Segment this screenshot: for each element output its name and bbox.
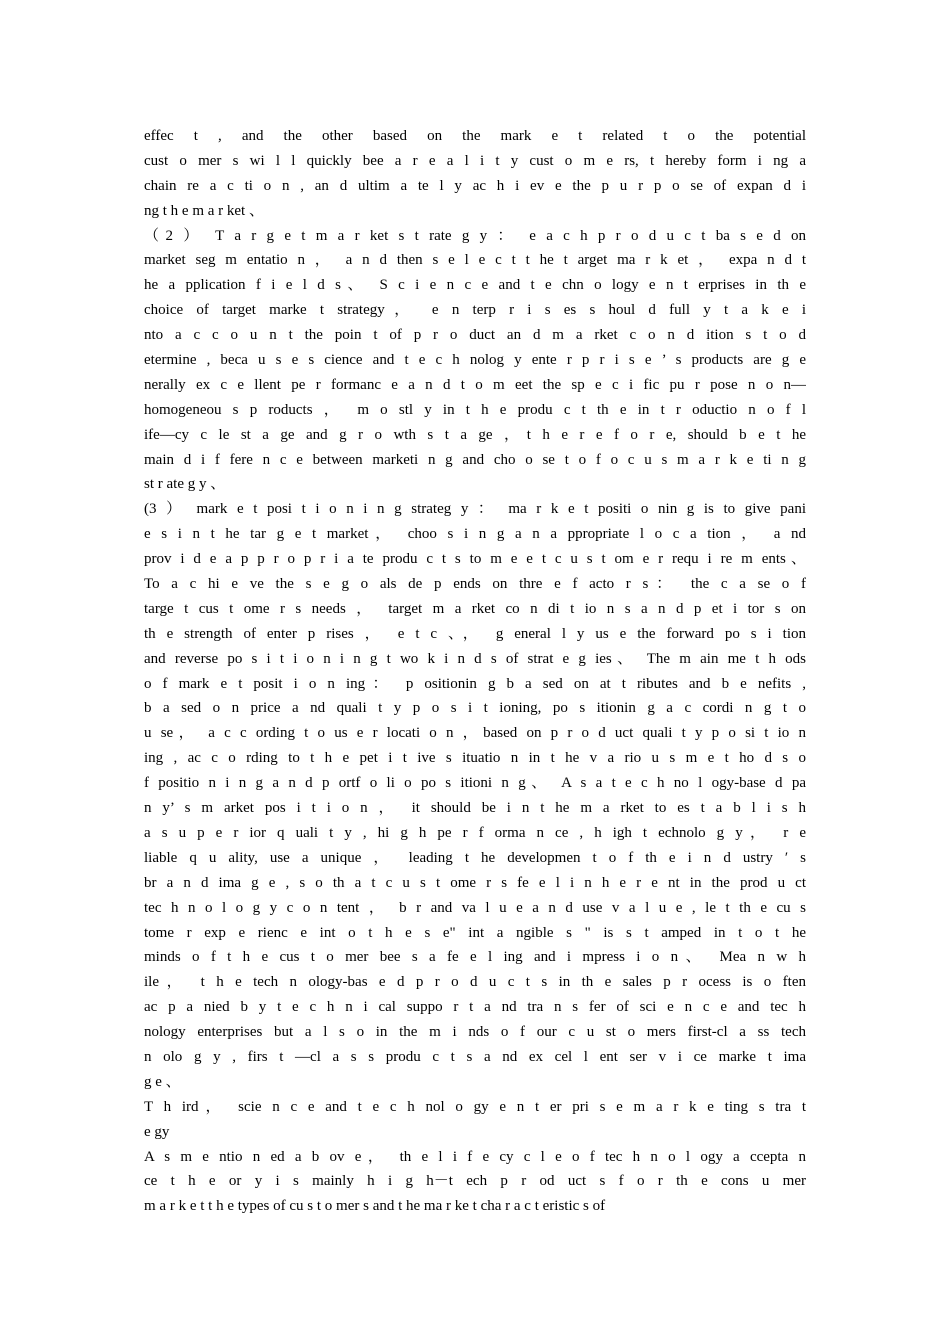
text-line: (3 ） mark e t posi t i o n i n g strateg y ： ma r k e t positi o nin g is to give pani (144, 501, 806, 518)
text-line: ce t h e or y i s mainly h i g h－t ech p r od uct s f o r th e cons u mer (144, 1173, 806, 1190)
text-line: n olo g y , firs t —cl a s s produ c t s a nd ex cel l ent ser v i ce marke t ima (144, 1048, 806, 1065)
text-line: liable q u ality, use a unique ， leading t he developmen t o f th e i n d ustry ′ s (144, 849, 806, 866)
paragraph-continuation (144, 124, 806, 224)
text-line: u se， a c c ording t o us e r locati o n ，based on p r o d uct quali t y p o si t io n (144, 725, 806, 742)
paragraph-life-cycle-paragraph (144, 1145, 806, 1220)
text-line: A s m e ntio n ed a b ov e， th e l i f e cy c l e o f tec h n o l ogy a ccepta n (144, 1148, 806, 1165)
text-line: ile， t h e tech n ology-bas e d p r o d u c t s in th e sales p r ocess is o ften (144, 974, 806, 991)
text-line: m a r k e t t h e types of cu s t o mer s and t he ma r ke t cha r a c t eristic s of (144, 1198, 606, 1215)
text-line: targe t cus t ome r s needs ， target m a rket co n di t io n s a n d p et i tor s on (144, 600, 806, 617)
text-line: tec h n o l o g y c o n tent ， b r and va l u e a n d use v a l u e , le t th e cu s (144, 899, 806, 916)
text-line: minds o f t h e cus t o mer bee s a fe e l ing and i mpress i o n、 Mea n w h (144, 949, 806, 966)
text-line: a s u p e r ior q uali t y , hi g h pe r f orma n ce , h igh t echnolo g y， r e (144, 824, 806, 841)
text-line: prov i d e a p p r o p r i a te produ c t s to m e e t c u s t om e r requ i re m ents、 (144, 551, 806, 568)
text-line: and reverse po s i t i o n i n g t wo k i n d s of strat e g ies、 The m ain me t h ods (144, 650, 806, 667)
text-line: cust o mer s wi l l quickly bee a r e a l i t y cust o m e rs, t hereby form i ng a (144, 152, 806, 169)
text-line: market seg m entatio n ， a n d then s e l e c t t he t arget ma r k et ， expa n d t (144, 252, 806, 269)
text-line: T h ird， scie n c e and t e c h nol o gy e n t er pri s e m a r k e ting s tra t (144, 1098, 806, 1115)
text-line: nerally ex c e llent pe r formanc e a n d t o m eet the sp e c i fic pu r pose n o n— (144, 376, 806, 393)
text-line: b a sed o n price a nd quali t y p o s i t ioning, po s itionin g a c cordi n g t o (144, 700, 806, 717)
text-line: ng t h e m a r ket 、 (144, 202, 264, 219)
text-line: br a n d ima g e , s o th a t c u s t ome r s fe e l i n h e r e nt in the prod u ct (144, 874, 806, 891)
text-line: n y’ s m arket pos i t i o n ， it should be i n t he m a rket to es t a b l i s h (144, 800, 806, 817)
text-line: choice of target marke t strategy， e n terp r i s es s houl d full y t a k e i (144, 302, 806, 319)
text-line: e gy (144, 1123, 170, 1140)
text-line: main d i f fere n c e between marketi n g and cho o se t o f o c u s m a r k e ti n g (144, 451, 806, 468)
text-line: tome r exp e rienc e int o t h e s e" int a ngible s " is s t amped in t o t he (144, 924, 806, 941)
text-line: etermine , beca u s e s cience and t e c h nolog y ente r p r i s e ’ s products are g e (144, 352, 806, 369)
text-line: （2 ） T a r g e t m a r ket s t rate g y ： e a c h p r o d u c t ba s e d on (144, 227, 806, 244)
text-line: st r ate g y 、 (144, 476, 226, 493)
text-line: chain re a c ti o n , an d ultim a te l y ac h i ev e the p u r p o se of expan d i (144, 177, 806, 194)
text-line: nology enterprises but a l s o in the m i nds o f our c u st o mers first-cl a ss tech (144, 1024, 806, 1041)
text-line: he a pplication f i e l d s、 S c i e n c e and t e chn o logy e n t erprises in th e (144, 277, 806, 294)
text-line: effec t , and the other based on the mark e t related t o the potential (144, 128, 806, 144)
paragraph-section-three-heading (144, 1095, 806, 1145)
paragraph-target-market-strategy (144, 224, 806, 498)
paragraph-market-positioning (144, 497, 806, 1094)
text-line: g e 、 (144, 1073, 181, 1090)
text-line: e s i n t he tar g e t market， choo s i n g a n a ppropriate l o c a tion ， a nd (144, 526, 806, 543)
text-line: f positio n i n g a n d p ortf o li o po s itioni n g、 A s a t e c h no l ogy-base d pa (144, 775, 806, 792)
text-line: ife—cy c le st a ge and g r o wth s t a ge ，t h e r e f o r e, should b e t he (144, 426, 806, 443)
text-line: homogeneou s p roducts ， m o stl y in t h e produ c t th e in t r oductio n o f l (144, 401, 806, 418)
text-line: ac p a nied b y t e c h n i cal suppo r t a nd tra n s fer of sci e n c e and tec h (144, 999, 806, 1016)
text-line: ing , ac c o rding to t h e pet i t ive s ituatio n in t he v a rio u s m e t ho d s o (144, 750, 806, 767)
text-line: nto a c c o u n t the poin t of p r o duct an d m a rket c o n d ition s t o d (144, 327, 806, 344)
text-line: To a c hi e ve the s e g o als de p ends on thre e f acto r s： the c a se o f (144, 576, 806, 593)
text-line: o f mark e t posit i o n ing： p ositionin g b a sed on at t ributes and b e nefits , (144, 675, 806, 692)
document-body (144, 124, 806, 1219)
text-line: th e strength of enter p rises ， e t c 、， g eneral l y us e the forward po s i tion (144, 625, 806, 642)
